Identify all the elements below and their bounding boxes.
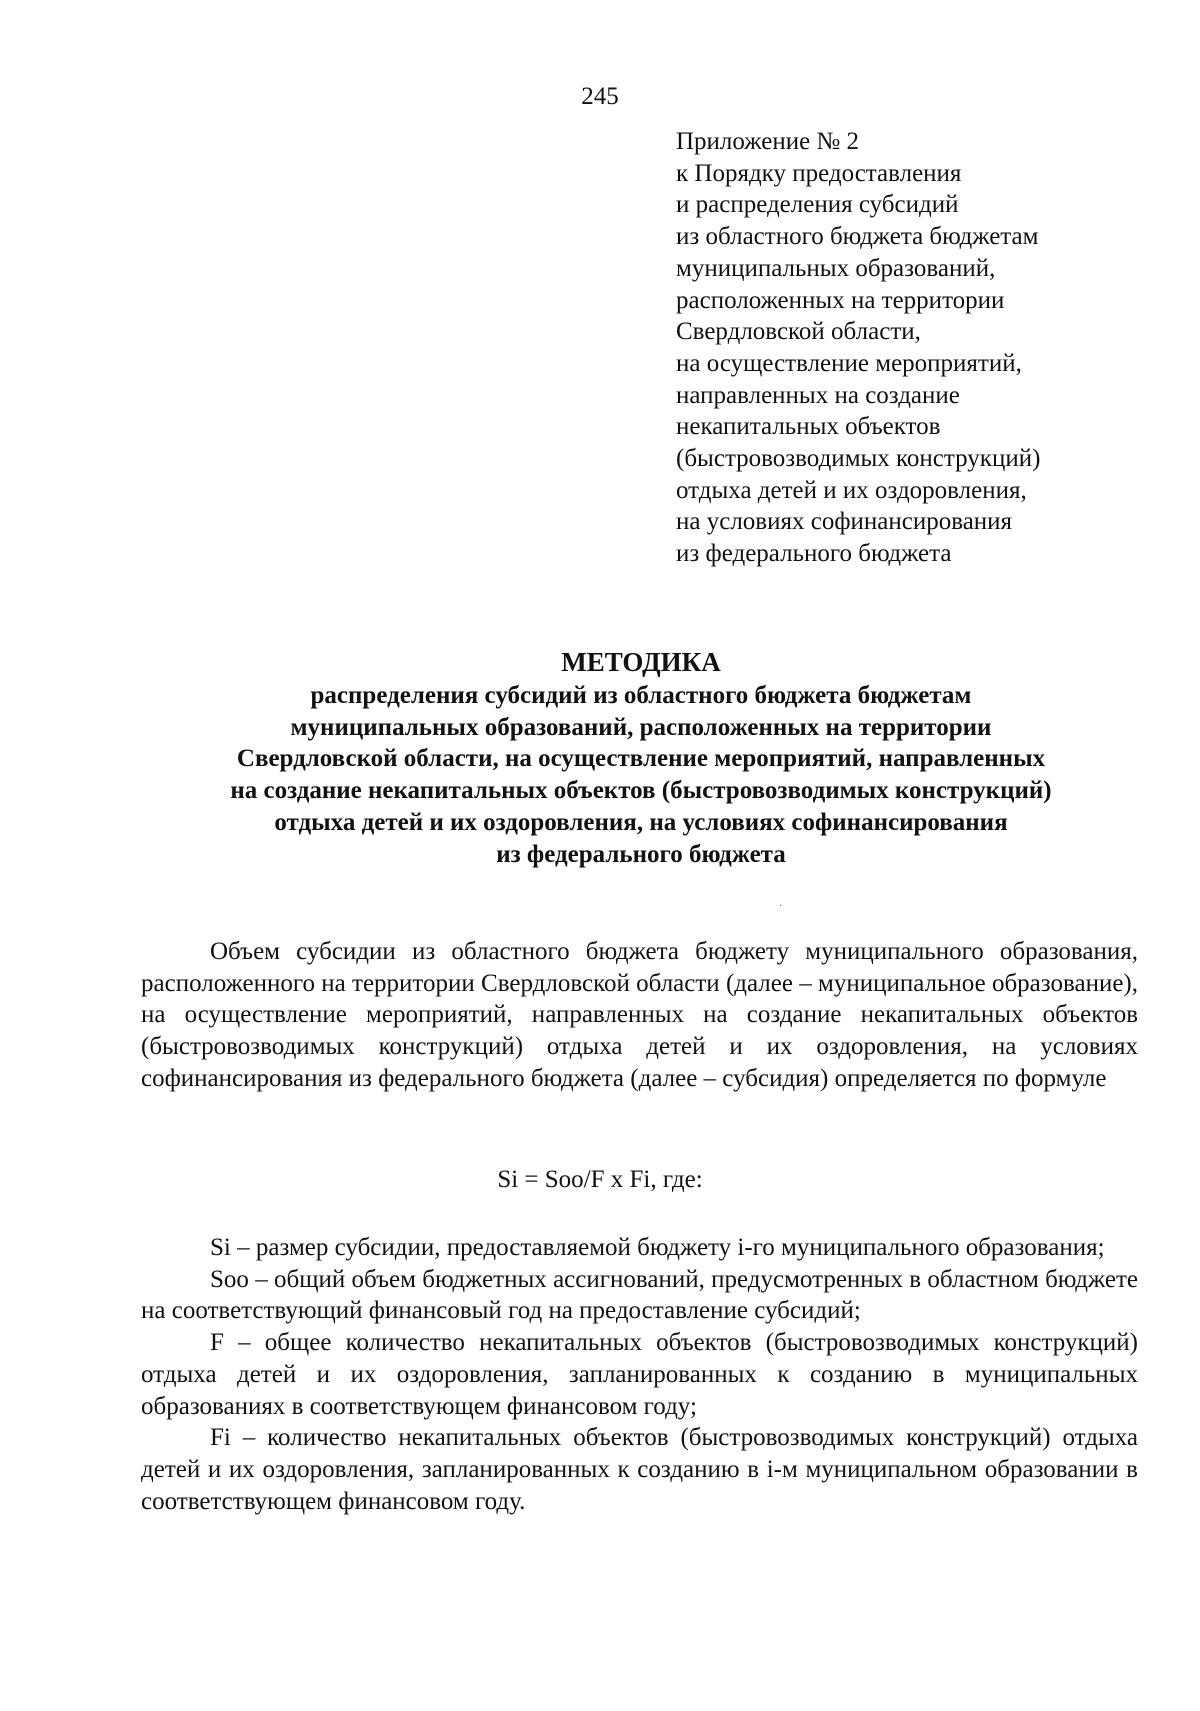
definition-f: F – общее количество некапитальных объектов (быстровозводимых конструкций) отдыха детей и их оздоровления, запланированных к созданию в муниципальных образованиях в соответствующем финансовом году; bbox=[141, 1329, 1138, 1420]
appendix-reference bbox=[676, 126, 1156, 570]
title-line: на создание некапитальных объектов (быстровозводимых конструкций) bbox=[230, 777, 1052, 805]
title-line: Свердловской области, на осуществление мероприятий, направленных bbox=[236, 745, 1046, 773]
formula: Si = Soo/F x Fi, где: bbox=[497, 1166, 703, 1193]
title-line: распределения субсидий из областного бюджета бюджетам bbox=[310, 682, 972, 709]
page-number: 245 bbox=[581, 83, 619, 110]
appendix-line: Свердловской области, bbox=[676, 318, 921, 346]
appendix-line: на условиях софинансирования bbox=[676, 508, 1013, 536]
title-line: муниципальных образований, расположенных на территории bbox=[290, 713, 992, 741]
appendix-line: на осуществление мероприятий, bbox=[676, 349, 1022, 377]
title-line: отдыха детей и их оздоровления, на условиях софинансирования bbox=[274, 808, 1008, 836]
intro-paragraph: Объем субсидии из областного бюджета бюджету муниципального образования, расположенного на территории Свердловской области (далее – муниципальное образование), на осуществление мероприятий, направленных на создание некапитальных объектов (быстровозводимых конструкций) отдыха детей и их оздоровления, на условиях софинансирования из федерального бюджета (далее – субсидия) определяется по формуле bbox=[141, 938, 1138, 1092]
definitions-list bbox=[141, 1232, 1138, 1517]
appendix-line: муниципальных образований, bbox=[676, 254, 996, 282]
definition-si: Si – размер субсидии, предоставляемой бюджету i-го муниципального образования; bbox=[210, 1234, 1105, 1261]
appendix-line: отдыха детей и их оздоровления, bbox=[676, 476, 1027, 504]
appendix-line: и распределения субсидий bbox=[676, 191, 959, 219]
appendix-line: некапитальных объектов bbox=[676, 413, 941, 441]
appendix-line: Приложение № 2 bbox=[676, 128, 860, 155]
document-title bbox=[150, 645, 1132, 870]
appendix-line: направленных на создание bbox=[676, 381, 960, 409]
definition-fi: Fi – количество некапитальных объектов (быстровозводимых конструкций) отдыха детей и их оздоровления, запланированных к созданию в i-м муниципальном образовании в соответствующем финансовом году. bbox=[141, 1424, 1138, 1515]
intro-section bbox=[141, 936, 1138, 1095]
title-line: из федерального бюджета bbox=[496, 840, 786, 868]
appendix-line: к Порядку предоставления bbox=[676, 159, 962, 187]
stray-mark: · bbox=[779, 901, 783, 912]
appendix-line: расположенных на территории bbox=[676, 286, 1005, 314]
appendix-line: (быстровозводимых конструкций) bbox=[676, 445, 1041, 473]
appendix-line: из областного бюджета бюджетам bbox=[676, 223, 1039, 251]
appendix-line: из федерального бюджета bbox=[676, 540, 952, 568]
definition-soo: Soo – общий объем бюджетных ассигнований, предусмотренных в областном бюджете на соответствующий финансовый год на предоставление субсидий; bbox=[141, 1265, 1138, 1325]
title-heading: МЕТОДИКА bbox=[561, 647, 721, 677]
